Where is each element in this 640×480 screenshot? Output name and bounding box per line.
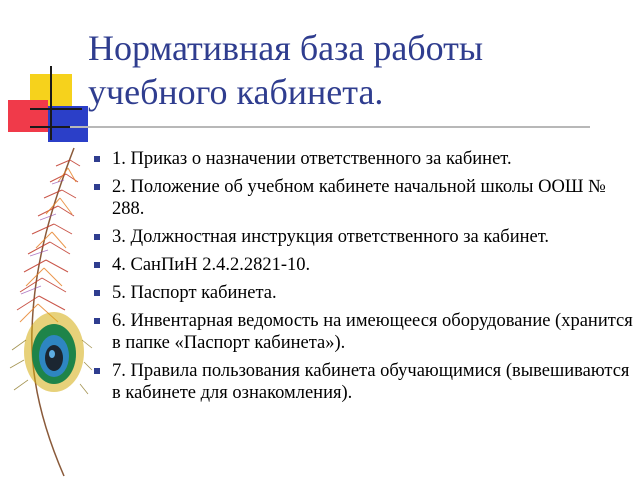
list-item-text: 3. Должностная инструкция ответственного за кабинет. bbox=[112, 227, 550, 247]
title-underline bbox=[30, 126, 590, 128]
bullet-icon bbox=[94, 262, 100, 268]
list-item bbox=[94, 176, 634, 220]
list-item-text: 7. Правила пользования кабинета обучающимися (вывешиваются в кабинете для ознакомления). bbox=[112, 361, 630, 403]
slide-title: Нормативная база работы учебного кабинета. bbox=[88, 28, 484, 112]
bullet-icon bbox=[94, 290, 100, 296]
list-item bbox=[94, 360, 634, 404]
title-underline-accent bbox=[30, 126, 70, 128]
list-item bbox=[94, 282, 634, 304]
bullet-icon bbox=[94, 234, 100, 240]
bullet-icon bbox=[94, 318, 100, 324]
list-item-text: 6. Инвентарная ведомость на имеющееся оборудование (хранится в папке «Паспорт кабинета»). bbox=[112, 311, 633, 353]
peacock-feather-icon bbox=[4, 140, 94, 480]
list-item bbox=[94, 226, 634, 248]
list-item bbox=[94, 148, 634, 170]
list-item-text: 4. СанПиН 2.4.2.2821-10. bbox=[112, 255, 311, 275]
bullet-icon bbox=[94, 156, 100, 162]
horizontal-line-decoration bbox=[30, 108, 82, 110]
bullet-icon bbox=[94, 368, 100, 374]
list-item bbox=[94, 310, 634, 354]
list-item bbox=[94, 254, 634, 276]
bullet-icon bbox=[94, 184, 100, 190]
list-item-text: 1. Приказ о назначении ответственного за кабинет. bbox=[112, 149, 512, 169]
vertical-line-decoration bbox=[50, 66, 52, 140]
list-item-text: 2. Положение об учебном кабинете начальной школы ООШ № 288. bbox=[112, 177, 606, 219]
bullet-list bbox=[94, 148, 634, 410]
blue-square-decoration bbox=[48, 106, 88, 142]
list-item-text: 5. Паспорт кабинета. bbox=[112, 283, 277, 303]
